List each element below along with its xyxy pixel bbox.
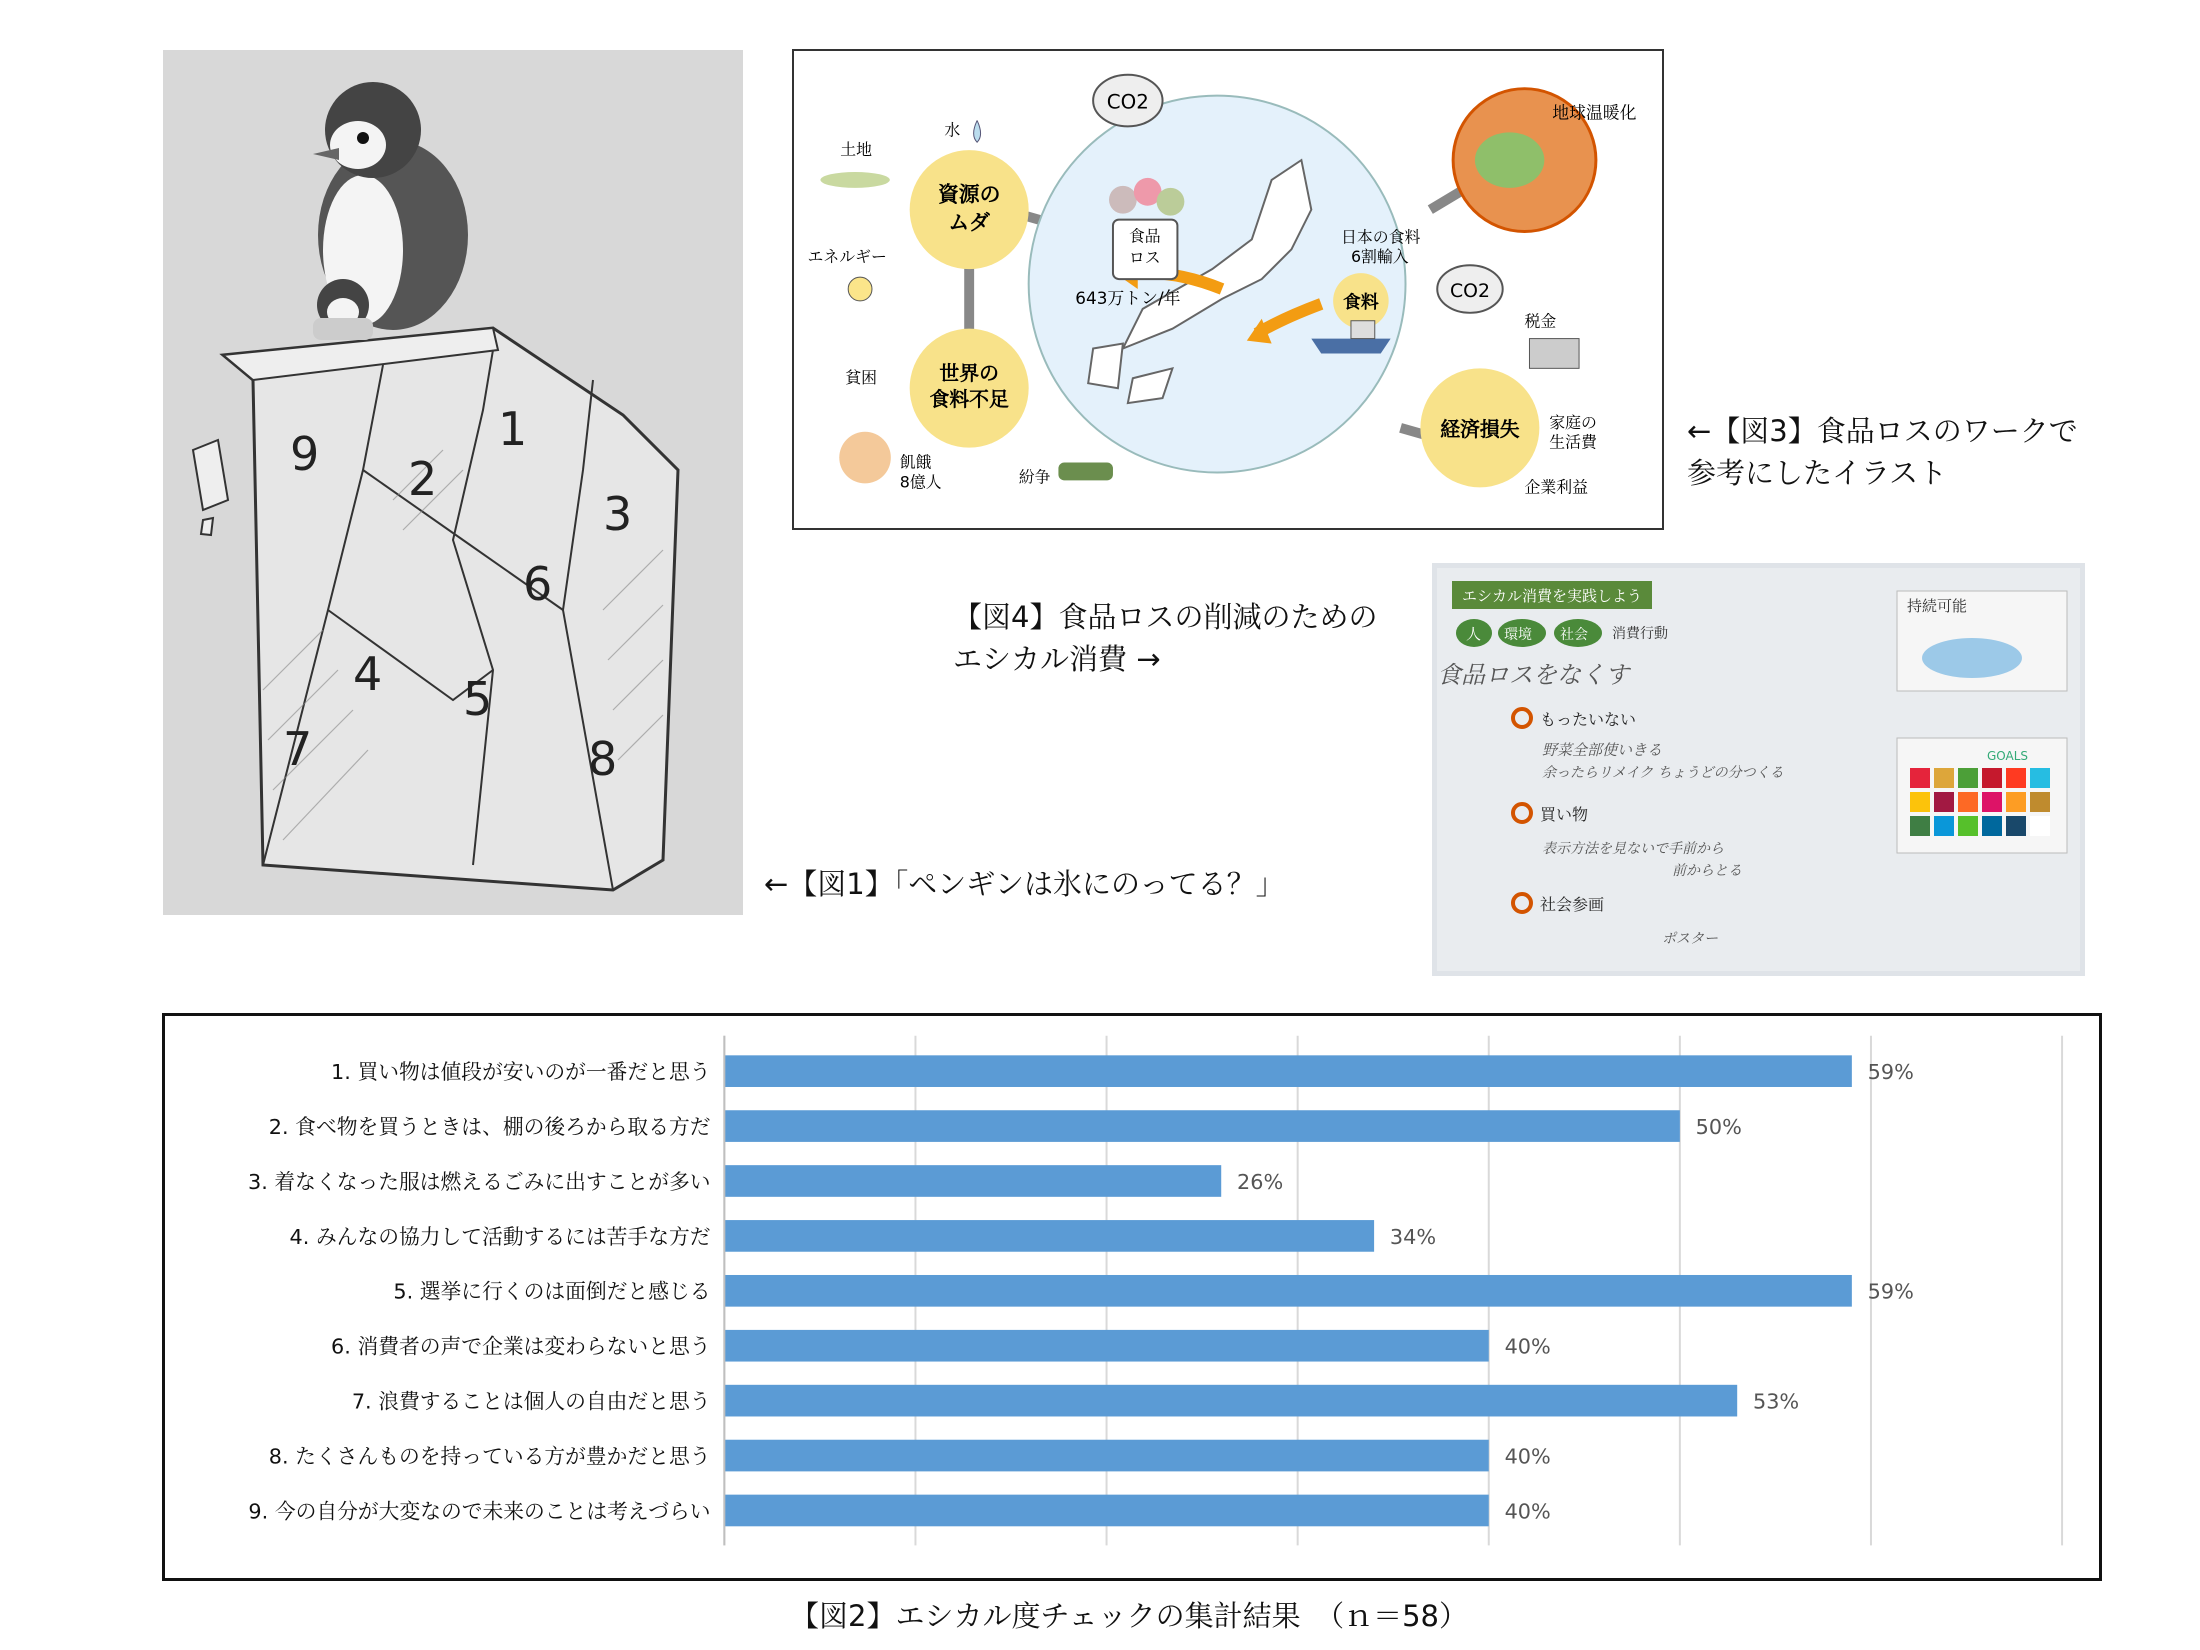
penguin-ice-illustration — [163, 50, 743, 915]
co2-right-label: CO2 — [1449, 280, 1490, 302]
co2-top-label: CO2 — [1106, 90, 1149, 114]
board-tag-env: 環境 — [1504, 627, 1532, 643]
category-label: 7. 浪費することは個人の自由だと思う — [351, 1389, 711, 1414]
board-handwritten-title: 食品ロスをなくす — [1437, 661, 1629, 689]
economic-loss-label: 経済損失 — [1440, 417, 1520, 441]
ice-number-1: 1 — [498, 402, 528, 456]
ice-number-5: 5 — [463, 672, 493, 726]
board-item2: 買い物 — [1540, 805, 1589, 824]
value-label: 40% — [1504, 1444, 1551, 1469]
world-food-label-2: 食料不足 — [929, 388, 1009, 412]
board-tag-society: 社会 — [1560, 627, 1588, 643]
board-item2-note1: 表示方法を見ないで手前から — [1542, 841, 1724, 857]
food-loss-label-1: 食品 — [1128, 226, 1161, 246]
figure2-caption: 【図2】エシカル度チェックの集計結果 （ｎ＝58） — [790, 1599, 1468, 1633]
ethical-check-bar-chart — [165, 1016, 2099, 1578]
category-label: 2. 食べ物を買うときは、棚の後ろから取る方だ — [268, 1114, 711, 1139]
value-label: 50% — [1695, 1114, 1742, 1139]
world-food-label-1: 世界の — [939, 362, 999, 386]
tax-label: 税金 — [1524, 311, 1557, 331]
ice-number-2: 2 — [408, 452, 438, 506]
land-label: 土地 — [840, 140, 872, 160]
figure4-photo — [1432, 563, 2085, 976]
bar — [724, 1275, 1852, 1307]
figure3-caption: ←【図3】食品ロスのワークで 参考にしたイラスト — [1687, 414, 2078, 491]
import-label-2: 6割輸入 — [1350, 247, 1409, 267]
household-label-1: 家庭の — [1549, 412, 1597, 432]
warming-label: 地球温暖化 — [1552, 102, 1637, 123]
board-poster2: GOALS — [1987, 749, 2029, 763]
figure1-caption: ←【図1】「ペンギンは氷にのってる？」 — [764, 867, 1285, 901]
category-label: 3. 着なくなった服は燃えるごみに出すことが多い — [248, 1169, 711, 1194]
board-tag-action: 消費行動 — [1612, 626, 1668, 642]
import-label-1: 日本の食料 — [1341, 227, 1421, 247]
ice-number-3: 3 — [603, 487, 633, 541]
ice-number-9: 9 — [290, 427, 320, 481]
energy-label: エネルギー — [807, 247, 887, 267]
value-label: 59% — [1867, 1060, 1914, 1085]
resource-waste-label-2: ムダ — [948, 210, 990, 235]
bar — [724, 1385, 1737, 1417]
ice-number-7: 7 — [283, 722, 313, 776]
category-label: 6. 消費者の声で企業は変わらないと思う — [331, 1334, 711, 1359]
figure2-chart — [162, 1013, 2102, 1581]
ice-number-4: 4 — [353, 647, 383, 701]
figure1-photo — [163, 50, 743, 915]
category-label: 5. 選挙に行くのは面倒だと感じる — [393, 1279, 711, 1304]
corporate-label: 企業利益 — [1524, 477, 1588, 497]
board-item3: 社会参画 — [1540, 895, 1605, 914]
board-item1: もったいない — [1540, 710, 1637, 729]
board-item1-note1: 野菜全部使いきる — [1542, 741, 1663, 759]
bar — [724, 1495, 1488, 1527]
board-item3-note: ポスター — [1662, 931, 1718, 947]
whiteboard — [1432, 563, 2085, 976]
water-label: 水 — [944, 120, 961, 140]
bar — [724, 1165, 1221, 1197]
food-label: 食料 — [1343, 291, 1379, 313]
food-loss-diagram — [794, 51, 1662, 528]
board-header: エシカル消費を実践しよう — [1462, 587, 1643, 605]
resource-waste-label-1: 資源の — [937, 182, 1001, 207]
bar — [724, 1055, 1852, 1087]
bar — [724, 1220, 1374, 1252]
board-item1-note2: 余ったらリメイク ちょうどの分つくる — [1542, 765, 1784, 781]
ice-number-8: 8 — [588, 732, 618, 786]
conflict-label: 紛争 — [1018, 467, 1051, 487]
category-label: 8. たくさんものを持っている方が豊かだと思う — [268, 1444, 711, 1469]
value-label: 53% — [1753, 1389, 1800, 1414]
hunger-label-2: 8億人 — [899, 472, 942, 492]
category-label: 9. 今の自分が大変なので未来のことは考えづらい — [248, 1499, 711, 1524]
ice-number-6: 6 — [523, 557, 553, 611]
value-label: 40% — [1504, 1334, 1551, 1359]
category-label: 1. 買い物は値段が安いのが一番だと思う — [331, 1060, 711, 1085]
value-label: 34% — [1389, 1224, 1437, 1249]
figure4-caption: 【図4】食品ロスの削減のための エシカル消費 → — [953, 600, 1378, 677]
bar — [724, 1440, 1488, 1472]
board-tag-people: 人 — [1466, 625, 1482, 643]
value-label: 59% — [1867, 1279, 1914, 1304]
board-poster1: 持続可能 — [1907, 597, 1968, 615]
household-label-2: 生活費 — [1549, 432, 1597, 452]
board-item2-note2: 前からとる — [1672, 863, 1742, 879]
hunger-label-1: 飢餓 — [899, 452, 932, 472]
food-loss-label-2: ロス — [1128, 248, 1161, 268]
value-label: 40% — [1504, 1499, 1551, 1524]
poverty-label: 貧困 — [845, 368, 877, 388]
value-label: 26% — [1237, 1169, 1284, 1194]
bar — [724, 1110, 1680, 1142]
food-loss-amount: 643万トン/年 — [1075, 287, 1181, 308]
category-label: 4. みんなの協力して活動するには苦手な方だ — [289, 1224, 711, 1249]
figure3-illustration — [792, 49, 1664, 530]
bar — [724, 1330, 1488, 1362]
